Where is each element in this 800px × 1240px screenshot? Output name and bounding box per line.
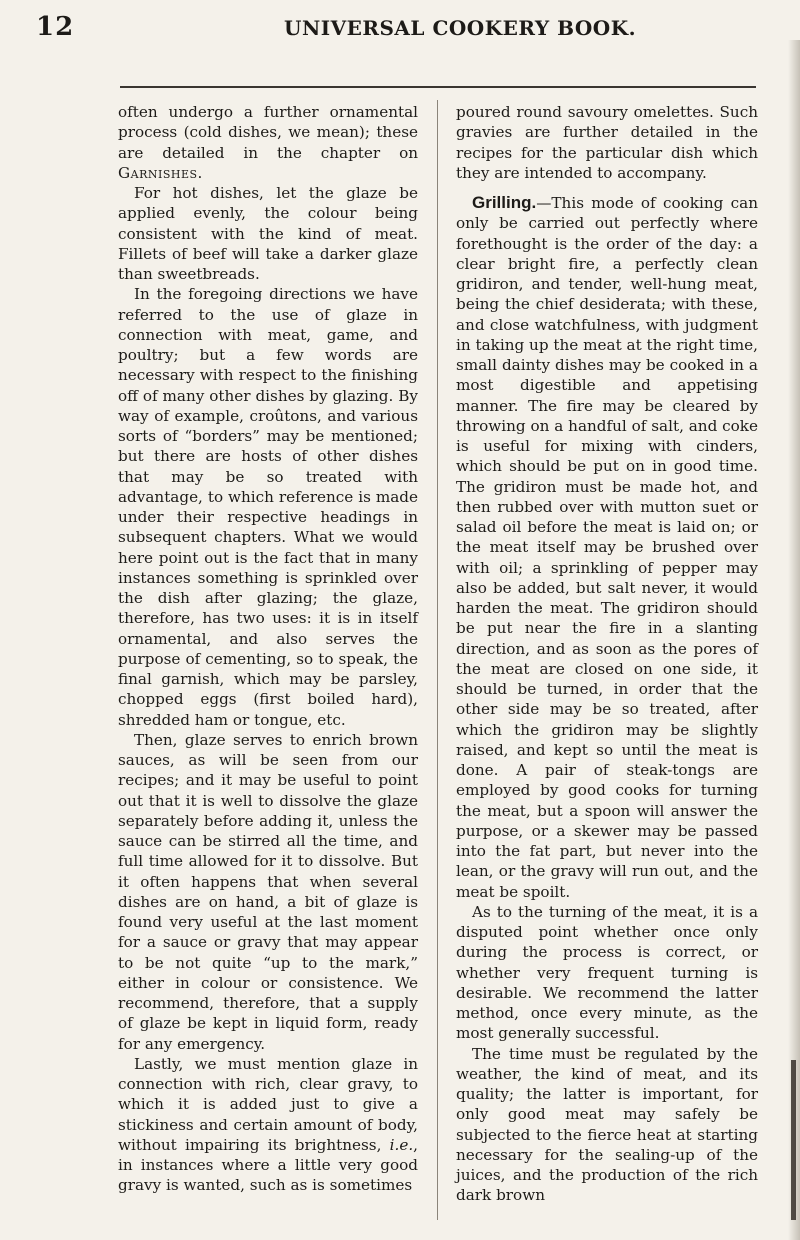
paragraph: Then, glaze serves to enrich brown sauces, as will be seen from our recipes; and it may be useful to point out that it is well to dissolve the glaze separately before adding it, unless the sauce can be stirred all the time, and full time allowed for it to dissolve. But it often happens that when several dishes are on hand, a bit of glaze is found very useful at the last moment for a sauce or gravy that may appear to be not quite “up to the mark,” either in colour or consistence. We recommend, therefore, that a supply of glaze be kept in liquid form, ready for any emergency. (118, 730, 418, 1053)
paragraph: Lastly, we must mention glaze in connection with rich, clear gravy, to which it is added just to give a stickiness and certain amount of body, without impairing its brightness, i.e., in instances where a little very good gravy is wanted, such as is sometimes (118, 1054, 418, 1195)
section-heading: Grilling. (472, 193, 537, 212)
right-column (456, 102, 758, 1206)
garnishes-reference: Garnishes (118, 163, 198, 182)
column-divider (437, 100, 438, 1220)
grilling-section: Grilling.—This mode of cooking can only be carried out perfectly where forethought is the order of the day: a clear bright fire, a perfectly clean gridiron, and tender, well-hung meat, being the chief desiderata; with these, and close watchfulness, with judgment in taking up the meat at the right time, small dainty dishes may be cooked in a most digestible and appetising manner. The fire may be cleared by throwing on a handful of salt, and coke is useful for mixing with cinders, which should be put on in good time. The gridiron must be made hot, and then rubbed over with mutton suet or salad oil before the meat is laid on; or the meat itself may be brushed over with oil; a sprinkling of pepper may also be added, but salt never, it would harden the meat. The gridiron should be put near the fire in a slanting direction, and as soon as the pores of the meat are closed on one side, it should be turned, in order that the other side may be so treated, after which the gridiron may be slightly raised, and kept so until the meat is done. A pair of steak-tongs are employed by good cooks for turning the meat, but a spoon will answer the purpose, or a skewer may be passed into the fat part, but never into the lean, or the gravy will run out, and the meat be spoilt. (456, 193, 758, 901)
paragraph: In the foregoing directions we have referred to the use of glaze in connection with meat, game, and poultry; but a few words are necessary with respect to the finishing off of many other dishes by glazing. By way of example, croûtons, and various sorts of “borders” may be mentioned; but there are hosts of other dishes that may be so treated with advantage, to which reference is made under their respective headings in subsequent chapters. What we would here point out is the fact that in many instances something is sprinkled over the dish after glazing; the glaze, therefore, has two uses: it is in itself ornamental, and also serves the purpose of cementing, so to speak, the final garnish, which may be parsley, chopped eggs (first boiled hard), shredded ham or tongue, etc. (118, 285, 418, 729)
paragraph: poured round savoury omelettes. Such gravies are further detailed in the recipes for the particular dish which they are intended to accompany. (456, 103, 758, 182)
page-number: 12 (36, 12, 75, 42)
page-edge-mark (791, 1060, 796, 1220)
left-column (118, 102, 418, 1196)
paragraph: As to the turning of the meat, it is a disputed point whether once only during the process is correct, or whether very frequent turning is desirable. We recommend the latter method, once every minute, as the most generally successful. (456, 902, 758, 1043)
paragraph: often undergo a further ornamental process (cold dishes, we mean); these are detailed in the chapter on Garnishes. (118, 103, 418, 182)
paragraph: For hot dishes, let the glaze be applied evenly, the colour being consistent with the kind of meat. Fillets of beef will take a darker glaze than sweetbreads. (118, 184, 418, 283)
running-title: UNIVERSAL COOKERY BOOK. (284, 16, 637, 40)
page-header (36, 12, 776, 48)
paragraph: The time must be regulated by the weather, the kind of meat, and its quality; the latter is important, for only good meat may safely be subjected to the fierce heat at starting necessary for the sealing-up of the juices, and the production of the rich dark brown (456, 1044, 758, 1205)
header-rule (120, 86, 756, 88)
